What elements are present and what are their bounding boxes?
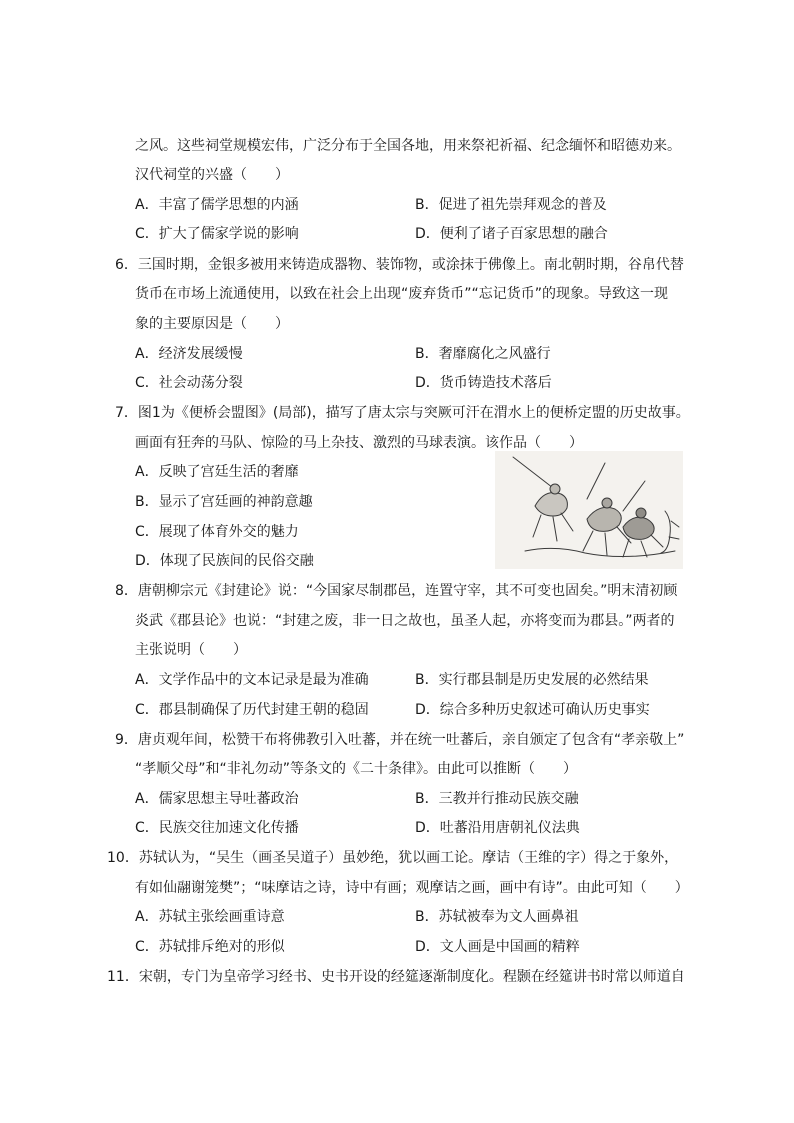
q9-option-a: A．儒家思想主导吐蕃政治	[135, 791, 299, 807]
q10-text-line-2: 有如仙翮谢笼樊”；“味摩诘之诗，诗中有画；观摩诘之画，画中有诗”。由此可知（ ）	[135, 880, 689, 896]
q9-text-line-2: “孝顺父母”和“非礼勿动”等条文的《二十条律》。由此可以推断（ ）	[135, 761, 578, 777]
q6-option-d: D．货币铸造技术落后	[415, 375, 552, 391]
q10-option-c: C．苏轼排斥绝对的形似	[135, 939, 285, 955]
q5-option-d: D．便利了诸子百家思想的融合	[415, 226, 608, 242]
q7-text-line-2: 画面有狂奔的马队、惊险的马上杂技、激烈的马球表演。该作品（ ）	[135, 435, 583, 451]
q9-option-c: C．民族交往加速文化传播	[135, 820, 299, 836]
q10-text-line-1: 10．苏轼认为，“吴生（画圣吴道子）虽妙绝，犹以画工论。摩诘（王维的字）得之于象外，	[107, 850, 679, 866]
q7-option-c: C．展现了体育外交的魅力	[135, 524, 299, 540]
q6-text-line-3: 象的主要原因是（ ）	[135, 316, 289, 332]
q5-option-a: A．丰富了儒学思想的内涵	[135, 197, 299, 213]
q7-text-line-1: 7．图1为《便桥会盟图》(局部)，描写了唐太宗与突厥可汗在渭水上的便桥定盟的历史故事。	[115, 405, 690, 421]
q6-text-line-2: 货币在市场上流通使用，以致在社会上出现“废弃货币”“忘记货币”的现象。导致这一现	[135, 286, 669, 302]
q10-option-d: D．文人画是中国画的精粹	[415, 939, 580, 955]
q9-text-line-1: 9．唐贞观年间，松赞干布将佛教引入吐蕃，并在统一吐蕃后，亲自颁定了包含有“孝亲敬上”	[115, 732, 685, 748]
q9-option-b: B．三教并行推动民族交融	[415, 791, 579, 807]
q5-option-b: B．促进了祖先崇拜观念的普及	[415, 197, 607, 213]
q8-option-c: C．郡县制确保了历代封建王朝的稳固	[135, 702, 369, 718]
q6-text-line-1: 6．三国时期，金银多被用来铸造成器物、装饰物，或涂抹于佛像上。南北朝时期，谷帛代替	[115, 257, 684, 273]
q10-option-a: A．苏轼主张绘画重诗意	[135, 909, 285, 925]
q8-option-d: D．综合多种历史叙述可确认历史事实	[415, 702, 650, 718]
q5-text-line-1: 之风。这些祠堂规模宏伟，广泛分布于全国各地，用来祭祀祈福、纪念缅怀和昭德劝来。	[135, 138, 681, 154]
painting-horse-riders-image	[495, 451, 683, 569]
q7-option-b: B．显示了宫廷画的神韵意趣	[135, 494, 313, 510]
q8-text-line-2: 炎武《郡县论》也说：“封建之废，非一日之故也，虽圣人起，亦将变而为郡县。”两者的	[135, 613, 675, 629]
q11-text-line-1: 11．宋朝，专门为皇帝学习经书、史书开设的经筵逐渐制度化。程颢在经筵讲书时常以师道自	[107, 969, 685, 985]
q5-text-line-2: 汉代祠堂的兴盛（ ）	[135, 167, 289, 183]
q8-text-line-1: 8．唐朝柳宗元《封建论》说：“今国家尽制郡邑，连置守宰，其不可变也固矣。”明末清初顾	[115, 583, 678, 599]
q9-option-d: D．吐蕃沿用唐朝礼仪法典	[415, 820, 580, 836]
q8-text-line-3: 主张说明（ ）	[135, 642, 247, 658]
q7-option-a: A．反映了宫廷生活的奢靡	[135, 464, 299, 480]
q8-option-a: A．文学作品中的文本记录是最为准确	[135, 672, 369, 688]
q8-option-b: B．实行郡县制是历史发展的必然结果	[415, 672, 649, 688]
q6-option-a: A．经济发展缓慢	[135, 346, 243, 362]
q6-option-b: B．奢靡腐化之风盛行	[415, 346, 551, 362]
q5-option-c: C．扩大了儒家学说的影响	[135, 226, 299, 242]
q10-option-b: B．苏轼被奉为文人画鼻祖	[415, 909, 579, 925]
q6-option-c: C．社会动荡分裂	[135, 375, 243, 391]
q7-option-d: D．体现了民族间的民俗交融	[135, 553, 314, 569]
